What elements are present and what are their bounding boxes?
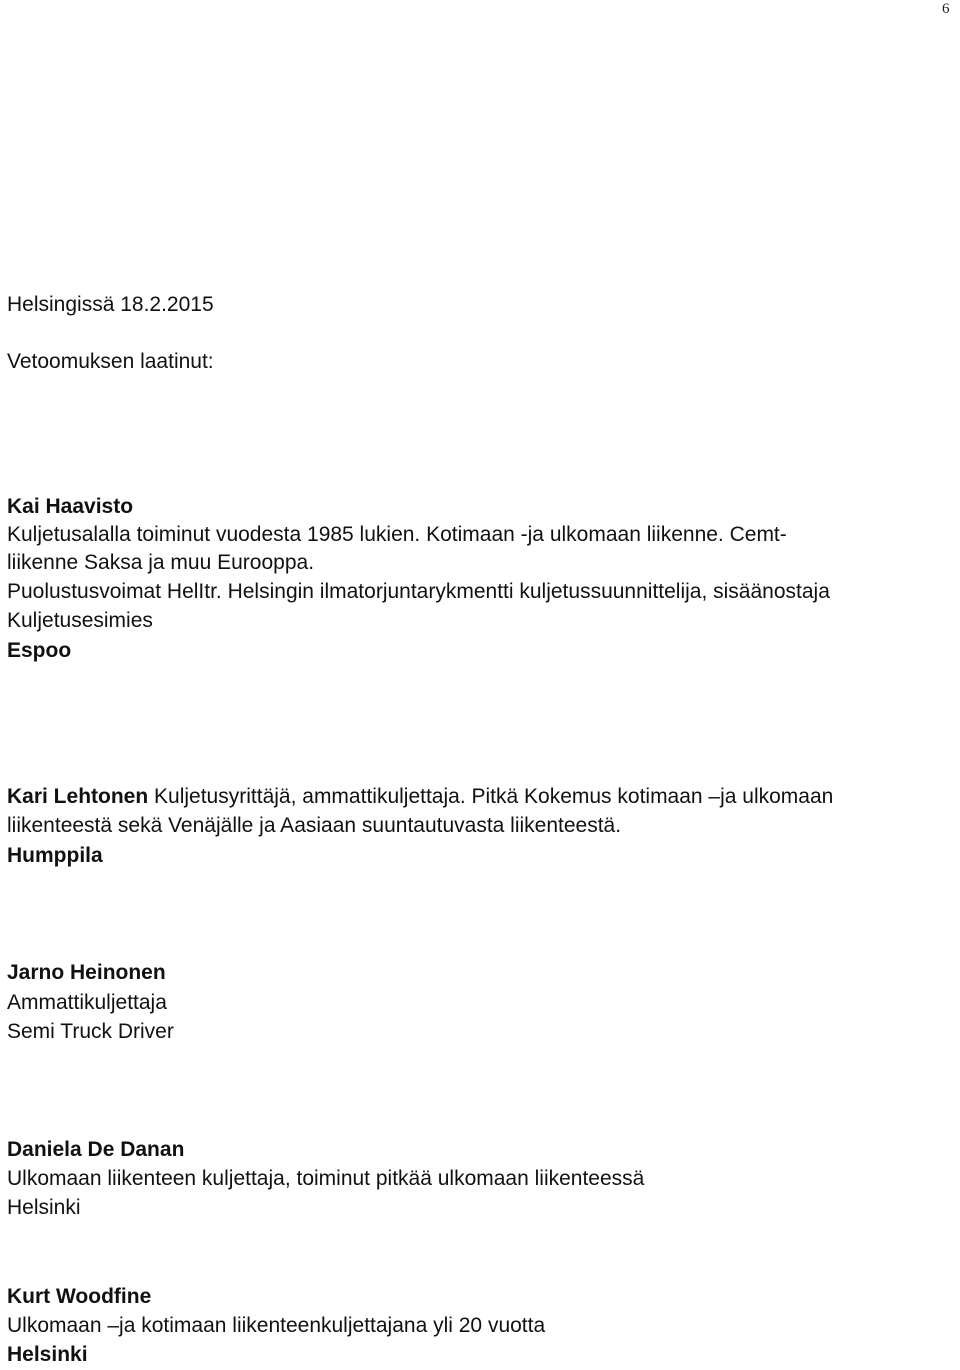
signer-city: Humppila — [7, 844, 103, 867]
signer-name-kai-haavisto: Kai Haavisto — [7, 495, 134, 518]
signer-detail-line: Ulkomaan liikenteen kuljettaja, toiminut pitkää ulkomaan liikenteessä — [7, 1167, 645, 1190]
signer-name-kurt-woodfine: Kurt Woodfine — [7, 1285, 152, 1308]
signer-detail-line: Kuljetusesimies — [7, 609, 153, 632]
signer-city: Helsinki — [7, 1343, 88, 1366]
signer-detail-line: Kuljetusyrittäjä, ammattikuljettaja. Pitkä Kokemus kotimaan –ja ulkomaan — [154, 785, 834, 808]
signer-name-jarno-heinonen: Jarno Heinonen — [7, 961, 166, 984]
page-number: 6 — [942, 1, 950, 17]
signer-detail-line: Kuljetusalalla toiminut vuodesta 1985 lukien. Kotimaan -ja ulkomaan liikenne. Cemt- — [7, 523, 787, 546]
signer-detail-line: liikenne Saksa ja muu Eurooppa. — [7, 551, 315, 574]
authors-label: Vetoomuksen laatinut: — [7, 350, 214, 373]
signer-entry-kari-lehtonen — [7, 782, 833, 812]
signer-detail-line: Puolustusvoimat HelItr. Helsingin ilmatorjuntarykmentti kuljetussuunnittelija, sisäänostaja — [7, 580, 830, 603]
signer-detail-line: liikenteestä sekä Venäjälle ja Aasiaan suuntautuvasta liikenteestä. — [7, 814, 622, 837]
signer-name-daniela-de-danan: Daniela De Danan — [7, 1138, 185, 1161]
signer-detail-line: Semi Truck Driver — [7, 1020, 174, 1043]
signer-detail-line: Helsinki — [7, 1196, 81, 1219]
signer-detail-line: Ammattikuljettaja — [7, 991, 167, 1014]
signer-name-kari-lehtonen: Kari Lehtonen — [7, 785, 149, 808]
signer-city: Espoo — [7, 639, 72, 662]
signer-detail-line: Ulkomaan –ja kotimaan liikenteenkuljettajana yli 20 vuotta — [7, 1314, 546, 1337]
date-line: Helsingissä 18.2.2015 — [7, 293, 214, 316]
